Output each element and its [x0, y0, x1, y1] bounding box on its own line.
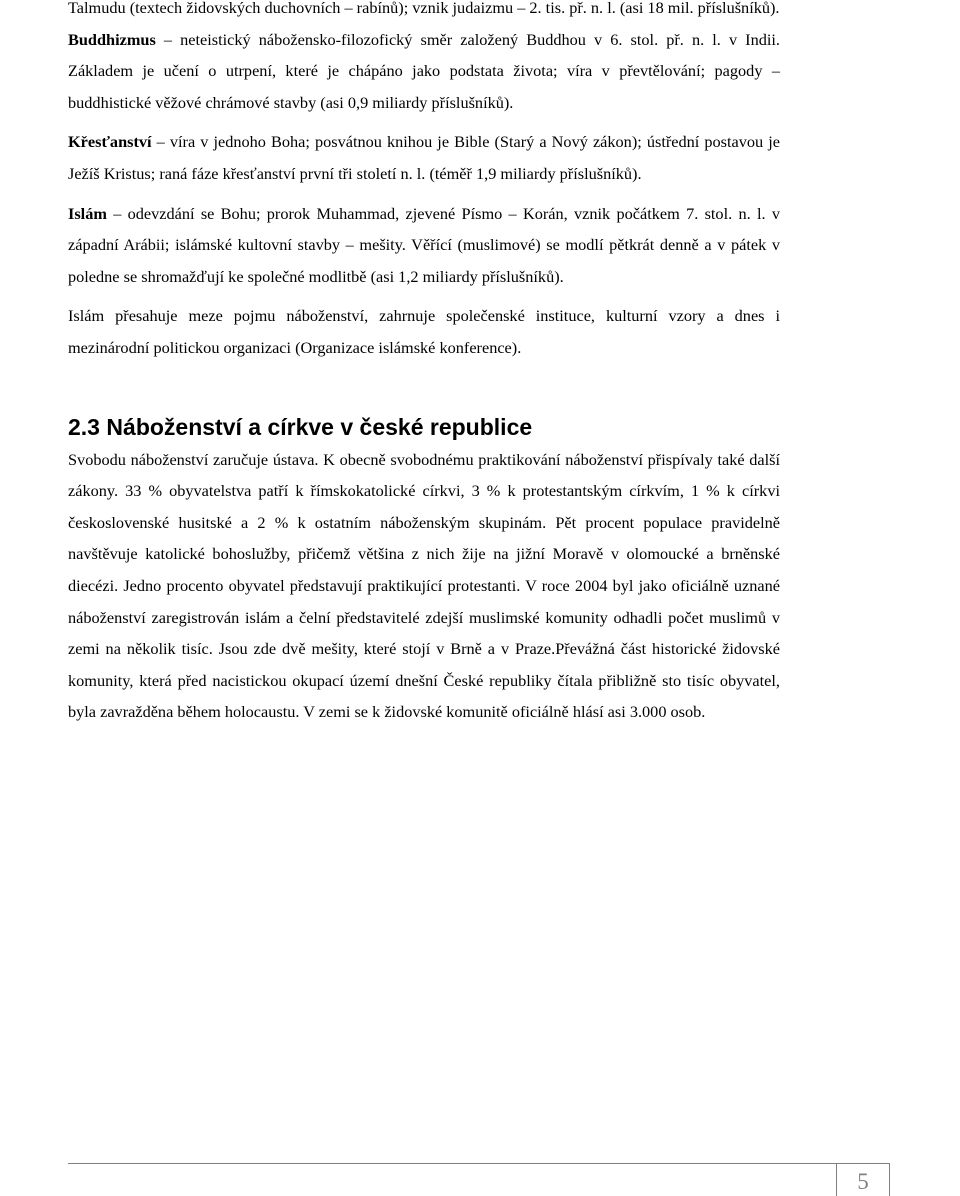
- paragraph-islam-extra: Islám přesahuje meze pojmu náboženství, zahrnuje společenské instituce, kulturní vzory a dnes i mezinárodní politickou organizaci (Organizace islámské konference).: [68, 306, 780, 357]
- page-number-box: [836, 1163, 890, 1196]
- term-buddhism: Buddhizmus: [68, 29, 156, 49]
- page-number: 5: [857, 1169, 869, 1194]
- footer-rule: [68, 1163, 890, 1164]
- paragraph-judaism-continued: Talmudu (textech židovských duchovních – rabínů); vznik judaizmu – 2. tis. př. n. l. (asi 18 mil. příslušníků).: [68, 0, 780, 17]
- term-christianity: Křesťanství: [68, 132, 152, 152]
- paragraph-islam: [68, 198, 780, 293]
- section-number: 2.3: [68, 413, 100, 440]
- section-title: Náboženství a církve v české republice: [106, 413, 533, 440]
- paragraph-buddhism: [68, 24, 780, 119]
- document-body: [68, 0, 780, 728]
- definition-christianity: – víra v jednoho Boha; posvátnou knihou je Bible (Starý a Nový zákon); ústřední postavou je Ježíš Kristus; raná fáze křesťanství první tři století n. l. (téměř 1,9 miliardy příslušníků).: [68, 132, 780, 183]
- definition-buddhism: – neteistický nábožensko-filozofický směr založený Buddhou v 6. stol. př. n. l. v Indii. Základem je učení o utrpení, které je chápáno jako podstata života; víra v převtělování; pagody – buddhistické věžové chrámové stavby (asi 0,9 miliardy příslušníků).: [68, 29, 780, 112]
- term-islam: Islám: [68, 203, 107, 223]
- paragraph-section-body: Svobodu náboženství zaručuje ústava. K obecně svobodnému praktikování náboženství přispívaly také další zákony. 33 % obyvatelstva patří k římskokatolické církvi, 3 % k protestantským církvím, 1 % k církvi československé husitské a 2 % k ostatním náboženským skupinám. Pět procent populace pravidelně navštěvuje katolické bohoslužby, přičemž většina z nich žije na jižní Moravě v olomoucké a brněnské diecézi. Jedno procento obyvatel představují praktikující protestanti. V roce 2004 byl jako oficiálně uznané náboženství zaregistrován islám a čelní představitelé zdejší muslimské komunity odhadli počet muslimů v zemi na několik tisíc. Jsou zde dvě mešity, které stojí v Brně a v Praze.Převážná část historické židovské komunity, která před nacistickou okupací území dnešní České republiky čítala přibližně sto tisíc obyvatel, byla zavražděna během holocaustu. V zemi se k židovské komunitě oficiálně hlásí asi 3.000 osob.: [68, 449, 780, 722]
- section-heading: [68, 412, 780, 442]
- definition-islam: – odevzdání se Bohu; prorok Muhammad, zjevené Písmo – Korán, vznik počátkem 7. stol. n. l. v západní Arábii; islámské kultovní stavby – mešity. Věřící (muslimové) se modlí pětkrát denně a v pátek v poledne se shromažďují ke společné modlitbě (asi 1,2 miliardy příslušníků).: [68, 203, 780, 286]
- paragraph-christianity: [68, 126, 780, 189]
